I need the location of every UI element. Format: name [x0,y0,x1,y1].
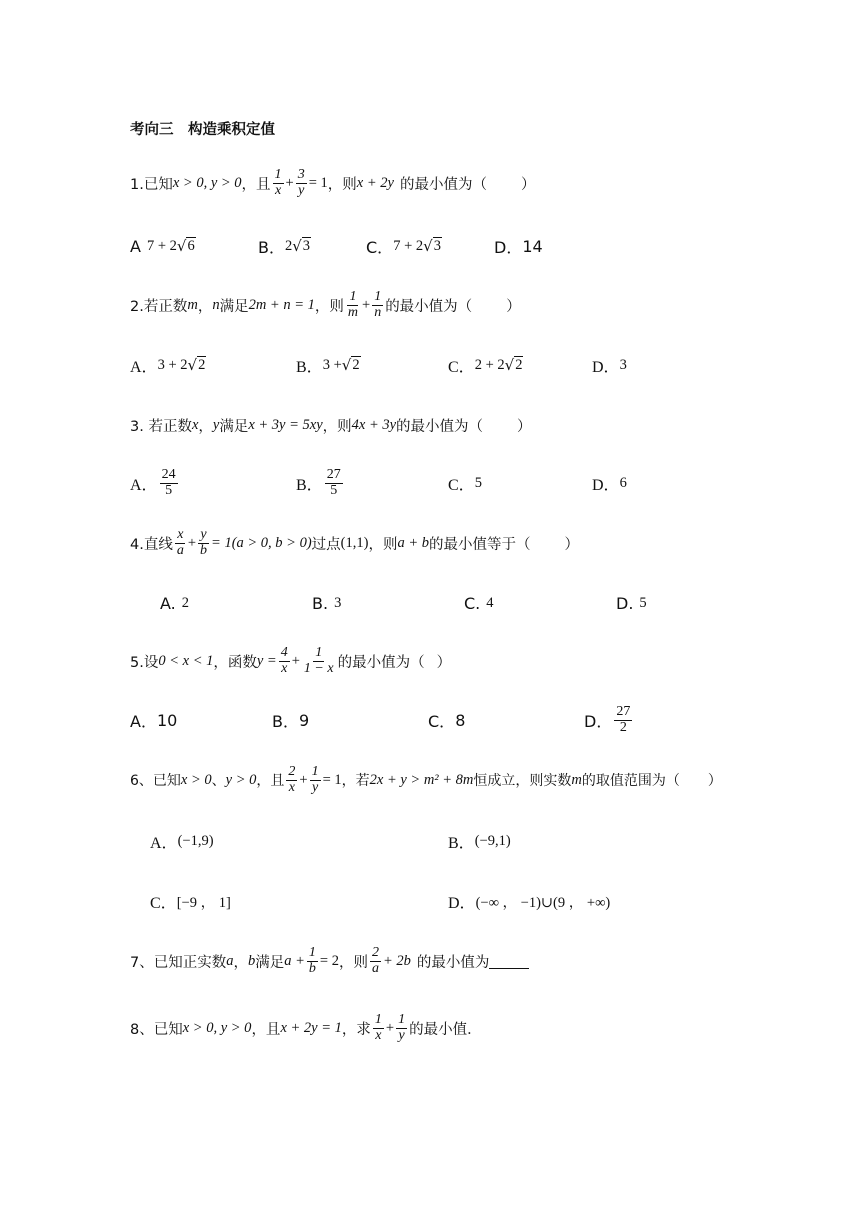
q5-option-a[interactable] [130,700,177,740]
q3-option-b-label: B． [296,476,323,494]
q4-pass: 过点 [311,536,341,553]
q8-prefix: 8、已知 [130,1021,183,1038]
question-3 [130,405,532,445]
q6-prefix: 6、已知 [130,773,181,789]
q2-sep: ， [197,298,213,315]
q4-fraction-1: $\frac{x}{a}$ [176,526,184,558]
q1-option-c[interactable] [366,226,442,266]
q6-condition-1: x > 0 [180,771,212,788]
q3-ask: 的最小值为（ [396,418,484,435]
question-8: 8、已知 x > 0, y > 0 ，且 x + 2y = 1 ，求 $\frac{1}{x}$ + $\frac{1}{y}$ 的最小值． [130,1011,482,1043]
q8-fraction-1: $\frac{1}{x}$ [374,1011,382,1043]
q5-option-d-label: D． [584,711,613,731]
q6-var-m: m [571,771,582,788]
q1-option-c-sqrt: √ 3 [423,237,441,255]
q3-satisfy: 满足 [219,418,249,435]
q6-inequality: 2x + y > m² + 8m [369,771,474,788]
q2-prefix: 2.若正数 [130,298,188,315]
q1-option-d-value: 14 [522,236,543,256]
q2-option-c-pre: 2 + 2 [474,356,505,373]
q7-answer-blank[interactable] [489,954,529,969]
q4-option-a-label: A. [160,593,176,613]
q1-option-b[interactable] [258,226,311,266]
q4-then: ，则 [368,536,398,553]
q1-fraction-1: $\frac{1}{x}$ [274,166,282,198]
q5-option-c-label: C． [428,711,456,731]
q1-expression: x + 2y [356,174,394,191]
q1-option-a-label: A [130,236,141,256]
q3-option-c-label: C． [448,476,475,494]
q4-expression: a + b [397,534,430,551]
q4-close: ） [564,536,580,553]
q5-option-b[interactable] [272,700,309,740]
q6-option-d-label: D． [448,894,476,912]
q5-fraction-1: $\frac{4}{x}$ [280,644,288,676]
q4-point: (1,1) [340,534,369,551]
q5-function-word: ，函数 [213,654,257,671]
q1-option-c-pre: 7 + 2 [393,237,424,254]
q6-option-a-value: (−1,9) [177,832,214,849]
q1-option-a-sqrt: √ 6 [176,237,195,255]
q1-option-b-label: B． [258,237,285,257]
q1-fraction-2: $\frac{3}{y}$ [297,166,305,198]
q1-option-b-sqrt: √ 3 [292,237,311,255]
q3-option-d-value: 6 [619,474,627,491]
question-5: 5.设 0 < x < 1 ，函数 y = $\frac{4}{x}$ + $\frac{1}{1 - x}$ 的最小值为（ ） [130,644,452,676]
q1-equals: = 1 [308,174,328,191]
q2-option-a-sqrt: √ 2 [187,356,206,374]
q2-then: ，则 [314,298,344,315]
q3-sep: ， [198,418,213,435]
q6-fraction-2: $\frac{1}{y}$ [311,763,319,795]
q7-ask: 的最小值为 [416,954,490,971]
q5-option-d[interactable] [584,700,634,740]
q7-fraction-2: $\frac{2}{a}$ [371,944,379,976]
q3-condition: x + 3y = 5xy [248,416,323,433]
q6-option-c[interactable] [150,881,231,921]
q2-fraction-2: $\frac{1}{n}$ [374,288,382,320]
q8-condition: x > 0, y > 0 [182,1019,252,1036]
q6-if: ，若 [341,773,370,789]
q6-fraction-1: $\frac{2}{x}$ [288,763,296,795]
q6-equals: = 1 [322,771,342,788]
q6-and: ，且 [256,773,285,789]
q5-close: ） [436,654,452,671]
q4-option-b-value: 3 [334,594,342,611]
q5-y-equals: y = [256,652,277,669]
q1-prefix: 1.已知 [130,176,173,193]
q2-option-c-sqrt: √ 2 [504,356,523,374]
q2-option-d-value: 3 [619,356,627,373]
q1-then: ，则 [327,176,357,193]
q4-option-a[interactable] [160,583,189,623]
q4-option-c-label: C. [464,593,481,613]
q5-fraction-2: $\frac{1}{1 - x}$ [303,644,334,676]
q2-ask: 的最小值为（ [385,298,473,315]
q6-option-b[interactable] [448,821,511,861]
q7-prefix: 7、已知正实数 [130,954,227,971]
q5-option-d-fraction: $\frac{27}{2}$ [616,703,631,735]
q7-a-plus: a + [284,952,305,969]
q4-option-c[interactable] [464,583,494,623]
section-heading-text: 考向三 构造乘积定值 [130,121,275,138]
q2-option-b-label: B． [296,358,323,376]
q4-option-c-value: 4 [486,594,494,611]
q7-fraction-1: $\frac{1}{b}$ [308,944,316,976]
q3-option-d-label: D． [592,476,620,494]
q3-option-a-label: A． [130,476,158,494]
q6-option-c-label: C． [150,894,177,912]
q1-option-c-label: C． [366,237,394,257]
q4-fraction-2: $\frac{y}{b}$ [200,526,208,558]
q6-option-d-value: (−∞ ， −1)∪(9 ， +∞) [475,894,611,911]
q6-ask: 的取值范围为（ [581,773,680,789]
q2-option-c[interactable] [448,345,523,385]
q2-close: ） [506,298,521,315]
q4-option-d-label: D. [616,593,634,613]
q7-plus-2b: + 2b [382,952,411,969]
q3-var-x: x [191,416,199,433]
q8-ask: 的最小值． [409,1021,482,1038]
q5-option-b-label: B． [272,711,299,731]
q4-option-b[interactable] [312,583,341,623]
q6-option-b-value: (−9,1) [474,832,511,849]
q2-satisfy: 满足 [219,298,249,315]
q1-option-b-pre: 2 [284,237,293,254]
q3-then: ，则 [322,418,352,435]
q1-option-d[interactable] [494,226,543,266]
q3-option-c[interactable] [448,463,482,503]
q5-option-b-value: 9 [298,710,310,730]
q4-option-a-value: 2 [181,594,189,611]
q1-option-d-label: D． [494,237,523,257]
question-4: 4.直线 $\frac{x}{a}$ + $\frac{y}{b}$ = 1(a > 0, b > 0) 过点 (1,1) ，则 a + b 的最小值等于（ ） [130,526,580,558]
q2-option-d[interactable] [592,345,627,385]
q3-close: ） [517,418,532,435]
q7-sep: ， [233,954,248,971]
q1-ask: 的最小值为（ [399,176,487,193]
q5-ask: 的最小值为（ [337,654,425,671]
q7-var-a: a [226,952,234,969]
q2-option-b[interactable] [296,345,361,385]
q3-option-a[interactable] [130,463,180,503]
q2-var-n: n [212,296,220,313]
q7-equals: = 2 [319,952,339,969]
q3-option-b-fraction: $\frac{27}{5}$ [326,466,341,498]
q8-find: ，求 [341,1021,371,1038]
q6-option-b-label: B． [448,834,475,852]
q5-prefix: 5.设 [130,654,159,671]
question-2: 2.若正数 m ， n 满足 2m + n = 1 ，则 $\frac{1}{m}$ + $\frac{1}{n}$ 的最小值为（ ） [130,288,521,320]
q5-option-a-value: 10 [156,710,178,730]
q4-prefix: 4.直线 [130,536,173,553]
q5-option-a-label: A． [130,711,157,731]
q4-option-d[interactable] [616,583,647,623]
q2-option-a-pre: 3 + 2 [157,356,188,373]
q2-option-a[interactable] [130,345,206,385]
q4-option-d-value: 5 [639,594,647,611]
q6-option-c-value: [−9 ， 1] [176,894,231,911]
q5-condition: 0 < x < 1 [158,652,214,669]
q3-option-a-fraction: $\frac{24}{5}$ [161,466,176,498]
q5-option-c-value: 8 [455,710,466,730]
q2-option-b-sqrt: √ 2 [341,356,360,374]
q1-condition: x > 0, y > 0 [172,174,242,191]
q2-option-b-pre: 3 + [322,356,342,373]
q4-option-b-label: B. [312,593,329,613]
q6-sep: 、 [211,773,226,789]
q6-always: 恒成立，则实数 [473,773,572,789]
q7-then: ，则 [338,954,368,971]
q8-fraction-2: $\frac{1}{y}$ [398,1011,406,1043]
question-1: 1.已知 x > 0, y > 0 ，且 $\frac{1}{x}$ + $\frac{3}{y}$ = 1 ，则 x + 2y 的最小值为（ ） [130,166,536,198]
question-6: 6、已知 x > 0 、 y > 0 ，且 $\frac{2}{x}$ + $\frac{1}{y}$ = 1 ，若 2x + y > m² + 8m 恒成立，则实数 m 的取值范围为（ ） [130,763,722,795]
q4-ask: 的最小值等于（ [429,536,531,553]
section-heading [130,108,275,148]
q1-option-a[interactable] [130,226,196,266]
q4-equation: = 1(a > 0, b > 0) [211,534,312,551]
q6-condition-2: y > 0 [225,771,257,788]
q6-option-a[interactable] [150,821,214,861]
q6-option-d[interactable] [448,881,610,921]
q2-option-d-label: D． [592,358,620,376]
q1-close: ） [520,176,536,193]
q6-close: ） [707,773,722,789]
q3-prefix: 3. 若正数 [130,418,192,435]
q7-var-b: b [247,952,256,969]
q3-option-d[interactable] [592,463,627,503]
q8-and: ，且 [251,1021,281,1038]
q3-expression: 4x + 3y [351,416,397,433]
q1-option-a-pre: 7 + 2 [146,237,177,254]
q5-option-c[interactable] [428,700,465,740]
q7-satisfy: 满足 [255,954,285,971]
q2-option-a-label: A． [130,358,158,376]
q6-option-a-label: A． [150,834,178,852]
q2-option-c-label: C． [448,358,475,376]
q2-fraction-1: $\frac{1}{m}$ [347,288,358,320]
q3-var-y: y [212,416,220,433]
question-7 [130,941,529,981]
q2-condition: 2m + n = 1 [248,296,315,313]
q3-option-c-value: 5 [474,474,482,491]
q1-and: ，且 [241,176,271,193]
q2-var-m: m [187,296,198,313]
q8-condition-2: x + 2y = 1 [280,1019,342,1036]
q3-option-b[interactable] [296,463,345,503]
